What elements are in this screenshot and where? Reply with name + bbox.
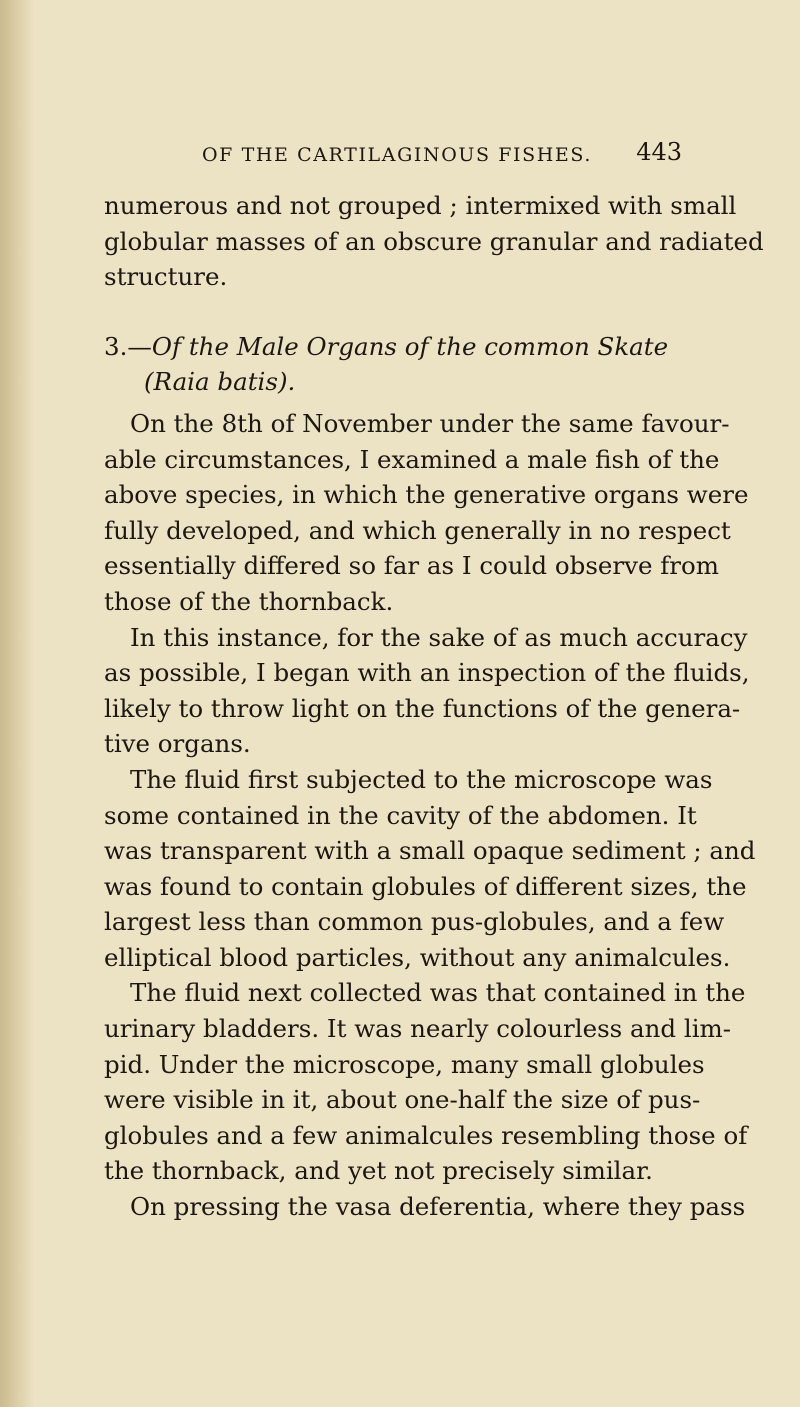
- paragraph: [104, 975, 748, 1189]
- spacer: [104, 295, 684, 329]
- page-number: 443: [636, 138, 682, 166]
- text-line: the thornback, and yet not precisely similar.: [104, 1156, 653, 1186]
- text-line: able circumstances, I examined a male fish of the: [104, 444, 720, 474]
- text-line: tive organs.: [104, 729, 251, 759]
- page-body: [104, 188, 764, 1225]
- text-line: fully developed, and which generally in no respect: [104, 515, 731, 545]
- running-title: OF THE CARTILAGINOUS FISHES.: [202, 144, 592, 166]
- text-line: In this instance, for the sake of as much accuracy: [130, 622, 748, 652]
- text-line: largest less than common pus-globules, and a few: [104, 907, 725, 937]
- text-line: some contained in the cavity of the abdomen. It: [104, 800, 697, 830]
- text-line: On the 8th of November under the same favour-: [130, 408, 730, 438]
- page-header: [202, 138, 682, 170]
- text-line: structure.: [104, 262, 228, 292]
- section-number: 3.: [104, 331, 128, 361]
- text-line: those of the thornback.: [104, 586, 394, 616]
- text-line: numerous and not grouped ; intermixed with small: [104, 191, 737, 220]
- text-line: The fluid next collected was that contained in the: [130, 978, 746, 1008]
- section-title: Of the Male Organs of the common Skate: [151, 331, 669, 361]
- text-line: elliptical blood particles, without any animalcules.: [104, 942, 731, 972]
- paragraph: [104, 762, 756, 976]
- section-dash: —: [127, 331, 152, 361]
- paragraph: [104, 406, 749, 620]
- section-heading: [104, 329, 684, 365]
- text-line: The fluid first subjected to the microscope was: [130, 764, 713, 794]
- paragraph: [104, 620, 750, 762]
- text-line: as possible, I began with an inspection of the fluids,: [104, 658, 750, 688]
- text-line: was found to contain globules of different sizes, the: [104, 871, 747, 901]
- paragraph: [104, 1189, 746, 1225]
- continuation-paragraph: [104, 188, 764, 295]
- text-line: essentially differed so far as I could observe from: [104, 551, 720, 581]
- text-line: globules and a few animalcules resembling those of: [104, 1120, 748, 1150]
- text-line: above species, in which the generative organs were: [104, 480, 749, 510]
- text-line: globular masses of an obscure granular and radiated: [104, 226, 764, 256]
- section-species: (Raia batis).: [144, 367, 296, 397]
- text-line: On pressing the vasa deferentia, where they pass: [130, 1192, 746, 1222]
- text-line: pid. Under the microscope, many small globules: [104, 1049, 705, 1079]
- text-line: were visible in it, about one-half the size of pus-: [104, 1085, 701, 1115]
- text-line: was transparent with a small opaque sediment ; and: [104, 836, 756, 866]
- page-gutter-shadow: [0, 0, 34, 1407]
- text-line: likely to throw light on the functions of the genera-: [104, 693, 741, 723]
- text-line: urinary bladders. It was nearly colourless and lim-: [104, 1014, 732, 1044]
